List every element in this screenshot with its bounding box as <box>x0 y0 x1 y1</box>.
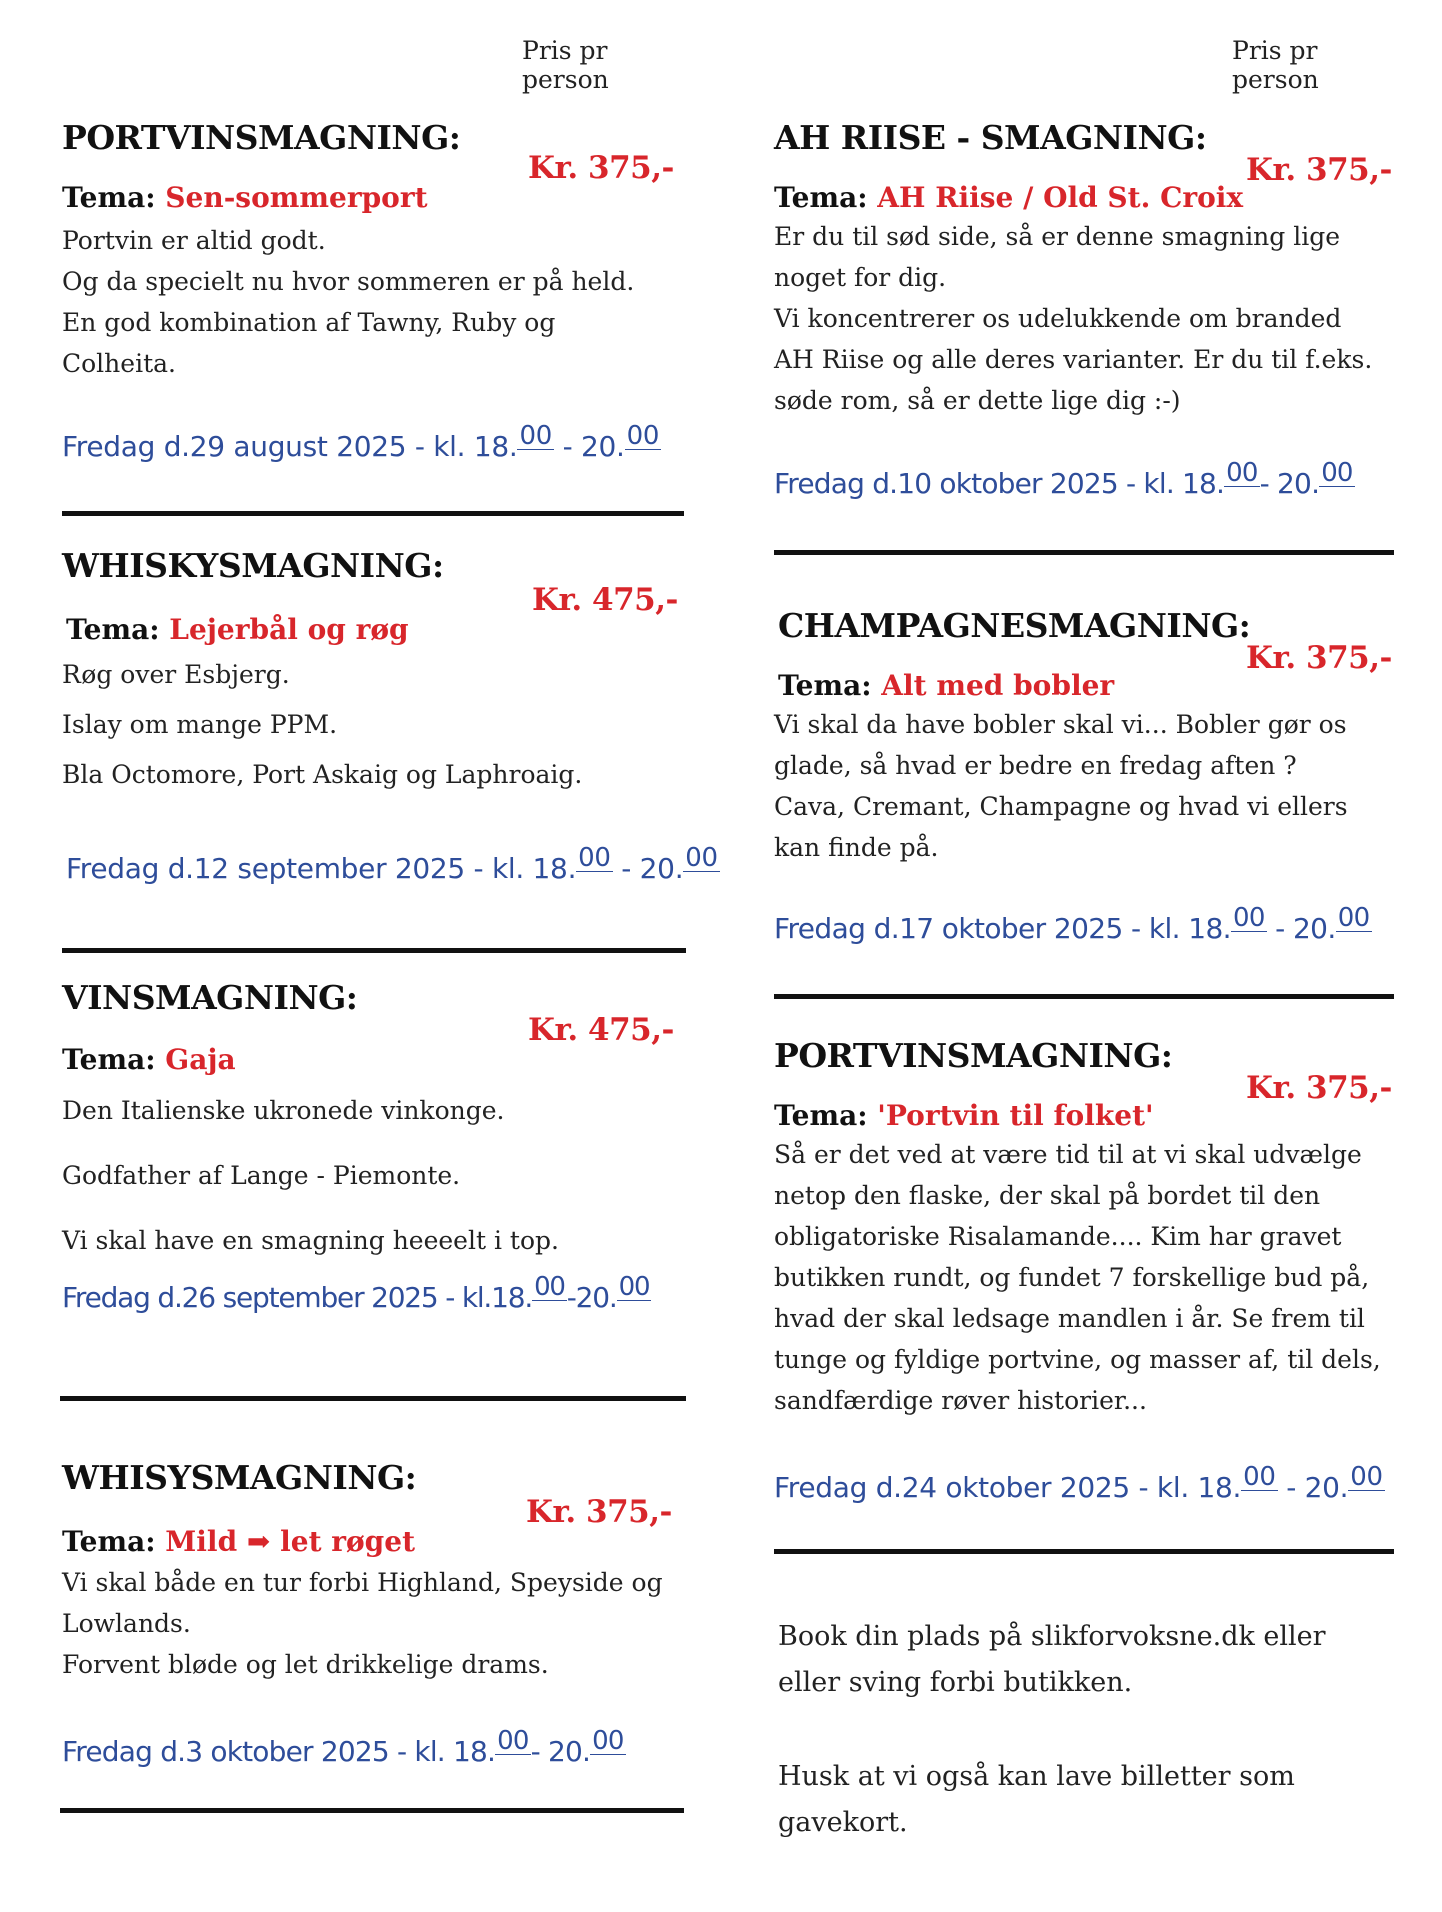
date-separator: - 20. <box>553 430 625 463</box>
description-line: Vi koncentrerer os udelukkende om branded <box>774 304 1342 333</box>
start-minutes: 00 <box>534 1272 565 1302</box>
description-line: En god kombination af Tawny, Ruby og <box>62 308 556 337</box>
end-minutes: 00 <box>1321 458 1353 488</box>
event-whisky-september <box>62 546 718 885</box>
event-description <box>62 220 702 384</box>
event-date <box>62 1726 702 1768</box>
date-separator: - 20. <box>1266 912 1336 945</box>
event-date <box>774 458 1394 500</box>
theme-value: Sen-sommerport <box>165 181 428 214</box>
event-price: Kr. 375,- <box>1246 1070 1392 1106</box>
end-minutes: 00 <box>1350 1462 1383 1492</box>
theme-label: Tema: <box>778 669 872 702</box>
description-line: sandfærdige røver historier... <box>774 1386 1147 1415</box>
event-description <box>774 704 1394 868</box>
theme-label: Tema: <box>62 1043 156 1076</box>
description-line: Cava, Cremant, Champagne og hvad vi ellers <box>774 792 1348 821</box>
date-separator: - 20. <box>612 852 684 885</box>
event-price: Kr. 375,- <box>1246 640 1392 676</box>
event-title: PORTVINSMAGNING: <box>774 1036 1173 1075</box>
date-text: Fredag d.3 oktober 2025 - kl. 18. <box>62 1735 496 1768</box>
event-title: WHISYSMAGNING: <box>62 1458 417 1497</box>
event-ah-riise-oktober <box>774 118 1394 500</box>
event-description <box>62 650 702 800</box>
event-date <box>774 903 1394 945</box>
gift-line: Husk at vi også kan lave billetter som <box>778 1761 1295 1792</box>
event-title: WHISKYSMAGNING: <box>62 546 444 585</box>
description-line: Forvent bløde og let drikkelige drams. <box>62 1650 549 1679</box>
event-portvin-august <box>62 118 702 463</box>
end-minutes: 00 <box>592 1726 624 1756</box>
booking-info <box>778 1614 1326 1846</box>
theme-label: Tema: <box>62 1525 156 1558</box>
description-line: kan finde på. <box>774 833 939 862</box>
event-title: CHAMPAGNESMAGNING: <box>778 606 1251 645</box>
description-line: Portvin er altid godt. <box>62 226 326 255</box>
start-minutes: 00 <box>578 843 611 873</box>
event-date <box>66 843 718 885</box>
description-line: søde rom, så er dette lige dig :-) <box>774 386 1181 415</box>
description-line: Den Italienske ukronede vinkonge. <box>62 1096 505 1125</box>
date-text: Fredag d.10 oktober 2025 - kl. 18. <box>774 467 1225 500</box>
event-title: PORTVINSMAGNING: <box>62 118 461 157</box>
date-separator: - 20. <box>1259 467 1320 500</box>
start-minutes: 00 <box>519 421 552 451</box>
event-title: VINSMAGNING: <box>62 978 358 1017</box>
date-separator: -20. <box>566 1281 617 1314</box>
date-text: Fredag d.26 september 2025 - kl.18. <box>62 1281 533 1314</box>
start-minutes: 00 <box>1232 903 1265 933</box>
gift-card-text <box>778 1754 1326 1846</box>
theme-label: Tema: <box>774 181 868 214</box>
description-line: noget for dig. <box>774 263 947 292</box>
theme-value-a: Mild <box>165 1525 238 1558</box>
divider <box>774 550 1394 555</box>
description-line: glade, så hvad er bedre en fredag aften ? <box>774 751 1297 780</box>
description-line: Og da specielt nu hvor sommeren er på held. <box>62 267 635 296</box>
event-description <box>62 1562 702 1685</box>
description-line: netop den flaske, der skal på bordet til den <box>774 1181 1321 1210</box>
description-line: Er du til sød side, så er denne smagning lige <box>774 222 1341 251</box>
theme-label: Tema: <box>774 1099 868 1132</box>
theme-value: AH Riise / Old St. Croix <box>877 181 1244 214</box>
divider <box>774 1549 1394 1554</box>
booking-line: Book din plads på slikforvoksne.dk eller <box>778 1621 1326 1652</box>
start-minutes: 00 <box>497 1726 529 1756</box>
theme-value: Alt med bobler <box>881 669 1115 702</box>
theme-value: Gaja <box>165 1043 236 1076</box>
theme-value: Lejerbål og røg <box>169 613 409 646</box>
description-line: Bla Octomore, Port Askaig og Laphroaig. <box>62 760 583 789</box>
event-champagne-oktober <box>774 606 1394 945</box>
event-date <box>62 421 702 463</box>
price-per-person-label: Pris pr person <box>1232 36 1319 94</box>
event-description <box>62 1078 702 1273</box>
date-text: Fredag d.12 september 2025 - kl. 18. <box>66 852 577 885</box>
event-date <box>774 1462 1394 1504</box>
end-minutes: 00 <box>626 421 660 451</box>
description-line: Colheita. <box>62 349 176 378</box>
price-per-person-label: Pris pr person <box>522 36 609 94</box>
end-minutes: 00 <box>618 1272 650 1302</box>
event-vin-september <box>62 978 702 1314</box>
event-price: Kr. 475,- <box>528 1012 674 1048</box>
end-minutes: 00 <box>1337 903 1370 933</box>
gift-line: gavekort. <box>778 1807 908 1838</box>
date-text: Fredag d.29 august 2025 - kl. 18. <box>62 430 518 463</box>
divider <box>62 511 684 516</box>
date-separator: - 20. <box>1277 1471 1349 1504</box>
theme-label: Tema: <box>66 613 160 646</box>
divider <box>60 1808 684 1813</box>
start-minutes: 00 <box>1243 1462 1276 1492</box>
event-price: Kr. 475,- <box>532 582 678 618</box>
arrow-right-icon: ➡ <box>246 1525 271 1558</box>
theme-value: 'Portvin til folket' <box>877 1099 1154 1132</box>
date-text: Fredag d.24 oktober 2025 - kl. 18. <box>774 1471 1242 1504</box>
event-price: Kr. 375,- <box>1246 152 1392 188</box>
divider <box>774 994 1394 999</box>
theme-label: Tema: <box>62 181 156 214</box>
description-line: Vi skal både en tur forbi Highland, Speyside og <box>62 1568 663 1597</box>
booking-line: eller sving forbi butikken. <box>778 1667 1133 1698</box>
start-minutes: 00 <box>1226 458 1258 488</box>
booking-text <box>778 1614 1326 1706</box>
description-line: Vi skal da have bobler skal vi... Bobler gør os <box>774 710 1347 739</box>
event-description <box>774 1134 1394 1421</box>
event-date <box>62 1272 702 1314</box>
theme-value-b: let røget <box>280 1525 416 1558</box>
divider <box>62 948 686 953</box>
description-line: AH Riise og alle deres varianter. Er du til f.eks. <box>774 345 1373 374</box>
event-description <box>774 216 1394 421</box>
event-whisky-oktober <box>62 1458 702 1768</box>
description-line: Islay om mange PPM. <box>62 710 338 739</box>
end-minutes: 00 <box>685 843 718 873</box>
date-text: Fredag d.17 oktober 2025 - kl. 18. <box>774 912 1231 945</box>
description-line: Lowlands. <box>62 1609 191 1638</box>
event-portvin-oktober <box>774 1036 1394 1504</box>
description-line: Godfather af Lange - Piemonte. <box>62 1161 461 1190</box>
event-title: AH RIISE - SMAGNING: <box>774 118 1207 157</box>
description-line: butikken rundt, og fundet 7 forskellige bud på, <box>774 1263 1370 1292</box>
description-line: hvad der skal ledsage mandlen i år. Se frem til <box>774 1304 1365 1333</box>
description-line: Vi skal have en smagning heeeelt i top. <box>62 1226 559 1255</box>
description-line: obligatoriske Risalamande.... Kim har gravet <box>774 1222 1342 1251</box>
event-price: Kr. 375,- <box>526 1494 672 1530</box>
date-separator: - 20. <box>530 1735 591 1768</box>
description-line: Så er det ved at være tid til at vi skal udvælge <box>774 1140 1362 1169</box>
description-line: tunge og fyldige portvine, og masser af, til dels, <box>774 1345 1381 1374</box>
divider <box>60 1396 686 1401</box>
description-line: Røg over Esbjerg. <box>62 660 290 689</box>
event-price: Kr. 375,- <box>528 150 674 186</box>
